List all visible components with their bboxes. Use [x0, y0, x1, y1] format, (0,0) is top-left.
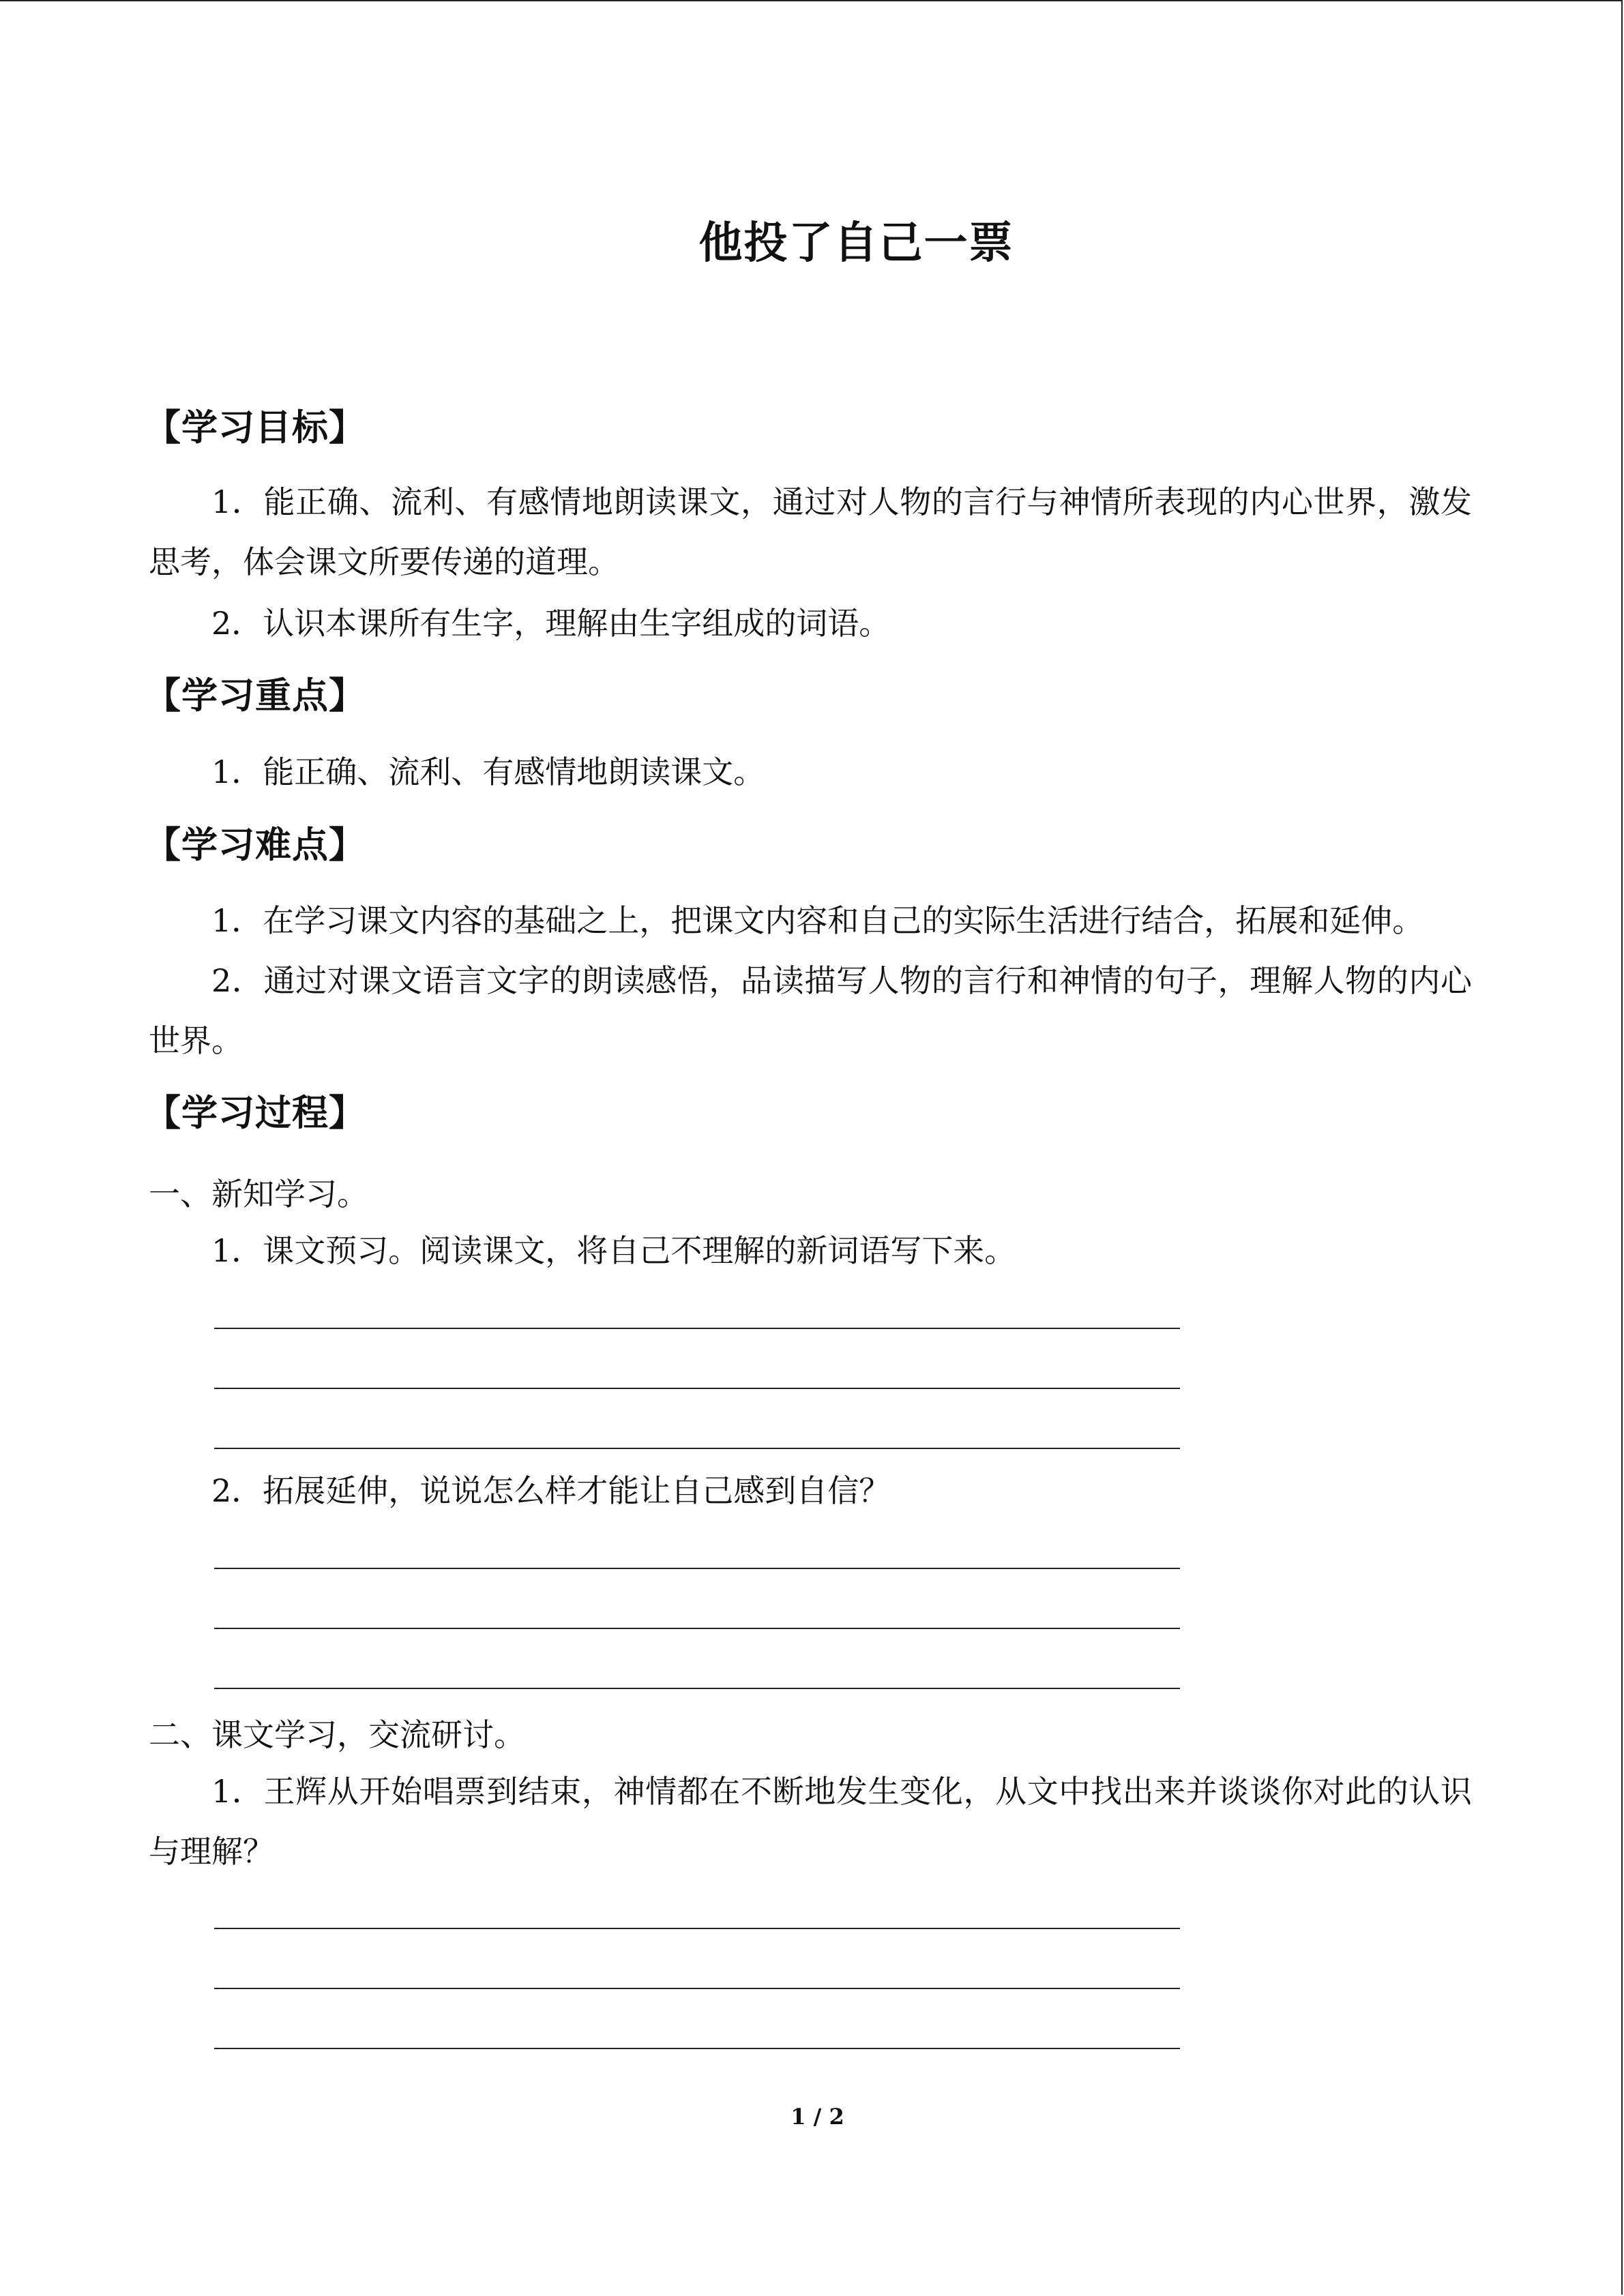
difficulty-item-1: 1．在学习课文内容的基础之上，把课文内容和自己的实际生活进行结合，拓展和延伸。: [211, 902, 1424, 939]
goal-item-2: 2．认识本课所有生字，理解由生字组成的词语。: [211, 605, 891, 642]
answer-line[interactable]: [214, 1448, 1180, 1449]
answer-line[interactable]: [214, 1628, 1180, 1629]
answer-line[interactable]: [214, 1928, 1180, 1929]
answer-line[interactable]: [214, 1388, 1180, 1389]
heading-key-points: 【学习重点】: [145, 674, 366, 717]
heading-process: 【学习过程】: [145, 1092, 366, 1134]
answer-line[interactable]: [214, 1328, 1180, 1329]
part2-question-1: 1．王辉从开始唱票到结束，神情都在不断地发生变化，从文中找出来并谈谈你对此的认识与理解？: [149, 1773, 1472, 1870]
answer-line[interactable]: [214, 1568, 1180, 1569]
part1-question-1: 1．课文预习。阅读课文，将自己不理解的新词语写下来。: [211, 1232, 1016, 1269]
part1-question-2: 2．拓展延伸，说说怎么样才能让自己感到自信？: [211, 1472, 891, 1509]
answer-line[interactable]: [214, 2048, 1180, 2049]
heading-goals: 【学习目标】: [145, 406, 366, 449]
page-number: 1 / 2: [791, 2104, 844, 2130]
part1-label: 一、新知学习。: [149, 1176, 368, 1212]
part2-label: 二、课文学习，交流研讨。: [149, 1716, 525, 1753]
goal-item-1: 1．能正确、流利、有感情地朗读课文，通过对人物的言行与神情所表现的内心世界，激发思考，体会课文所要传递的道理。: [149, 483, 1472, 580]
page-title: 他投了自己一票: [698, 218, 1014, 269]
difficulty-item-2: 2．通过对课文语言文字的朗读感悟，品读描写人物的言行和神情的句子，理解人物的内心世界。: [149, 962, 1472, 1059]
heading-difficulties: 【学习难点】: [145, 824, 366, 866]
key-point-item-1: 1．能正确、流利、有感情地朗读课文。: [211, 754, 765, 790]
answer-line[interactable]: [214, 1988, 1180, 1989]
answer-line[interactable]: [214, 1688, 1180, 1689]
